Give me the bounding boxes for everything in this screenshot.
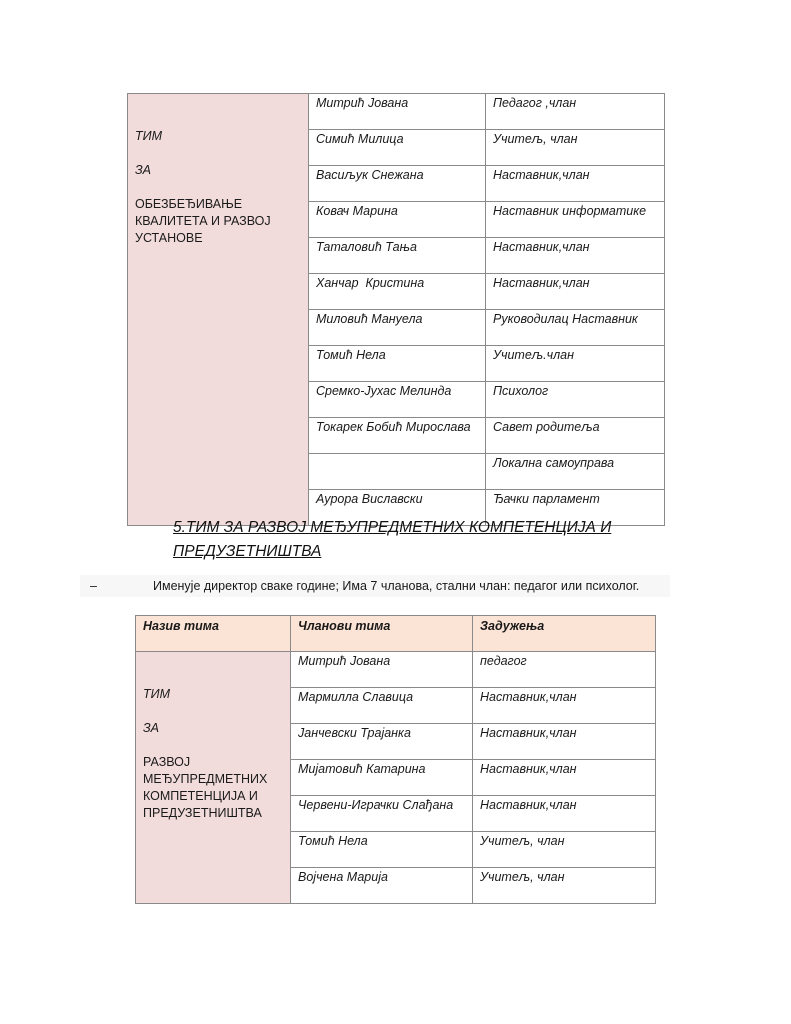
member-name: Симић Милица: [309, 130, 486, 166]
member-name: Ковач Марина: [309, 202, 486, 238]
column-header: Задужења: [473, 616, 656, 652]
member-name: Токарек Бобић Мирослава: [309, 418, 486, 454]
member-name: Митрић Јована: [309, 94, 486, 130]
member-name: Миловић Мануела: [309, 310, 486, 346]
bullet-dash: –: [90, 579, 97, 593]
member-name: Аурора Виславски: [309, 490, 486, 526]
column-header: Чланови тима: [291, 616, 473, 652]
team-name-line: РАЗВОЈ МЕЂУПРЕДМЕТНИХ КОМПЕТЕНЦИЈА И ПРЕДУЗЕТНИШТВА: [143, 755, 268, 820]
team-name-line: ТИМ: [143, 687, 170, 701]
member-role: педагог: [473, 652, 656, 688]
member-role: Наставник,члан: [486, 238, 665, 274]
member-name: Мијатовић Катарина: [291, 760, 473, 796]
team-name-line: ЗА: [135, 163, 152, 177]
member-role: Учитељ, члан: [486, 130, 665, 166]
member-role: Наставник,члан: [473, 760, 656, 796]
member-name: Томић Нела: [309, 346, 486, 382]
member-role: Наставник,члан: [486, 166, 665, 202]
table-row: [136, 652, 656, 688]
quality-team-table: [127, 93, 665, 526]
member-role: Учитељ, члан: [473, 832, 656, 868]
column-header: Назив тима: [136, 616, 291, 652]
member-name: Таталовић Тања: [309, 238, 486, 274]
member-role: Руководилац Наставник: [486, 310, 665, 346]
member-name: Митрић Јована: [291, 652, 473, 688]
team-name-cell: [136, 652, 291, 904]
member-role: Локална самоуправа: [486, 454, 665, 490]
member-role: Учитељ, члан: [473, 868, 656, 904]
member-role: Наставник,члан: [486, 274, 665, 310]
member-name: Мармилла Славица: [291, 688, 473, 724]
member-role: Психолог: [486, 382, 665, 418]
bullet-item: [80, 575, 670, 597]
team-name-line: ОБЕЗБЕЂИВАЊЕ КВАЛИТЕТА И РАЗВОЈ УСТАНОВЕ: [135, 197, 271, 245]
section-heading: 5.ТИМ ЗА РАЗВОЈ МЕЂУПРЕДМЕТНИХ КОМПЕТЕНЦИЈА И ПРЕДУЗЕТНИШТВА: [173, 519, 612, 560]
member-role: Наставник,члан: [473, 724, 656, 760]
member-name: Томић Нела: [291, 832, 473, 868]
member-role: Педагог ,члан: [486, 94, 665, 130]
table-row: [128, 94, 665, 130]
team-name-line: ЗА: [143, 721, 160, 735]
member-name: Јанчевски Трајанка: [291, 724, 473, 760]
member-role: Наставник,члан: [473, 688, 656, 724]
member-name: Сремко-Јухас Мелинда: [309, 382, 486, 418]
team-name-line: ТИМ: [135, 129, 162, 143]
member-name: Војчена Марија: [291, 868, 473, 904]
member-name: Васиљук Снежана: [309, 166, 486, 202]
bullet-text: Именује директор сваке године; Има 7 чланова, стални члан: педагог или психолог.: [153, 579, 640, 593]
member-name: Червени-Играчки Слађана: [291, 796, 473, 832]
member-role: Учитељ.члан: [486, 346, 665, 382]
competencies-team-table: [135, 615, 656, 904]
member-name: Ханчар Кристина: [309, 274, 486, 310]
team-name-cell: [128, 94, 309, 526]
member-name: [309, 454, 486, 490]
member-role: Наставник информатике: [486, 202, 665, 238]
member-role: Наставник,члан: [473, 796, 656, 832]
member-role: Савет родитеља: [486, 418, 665, 454]
member-role: Ђачки парламент: [486, 490, 665, 526]
table-header-row: [136, 616, 656, 652]
